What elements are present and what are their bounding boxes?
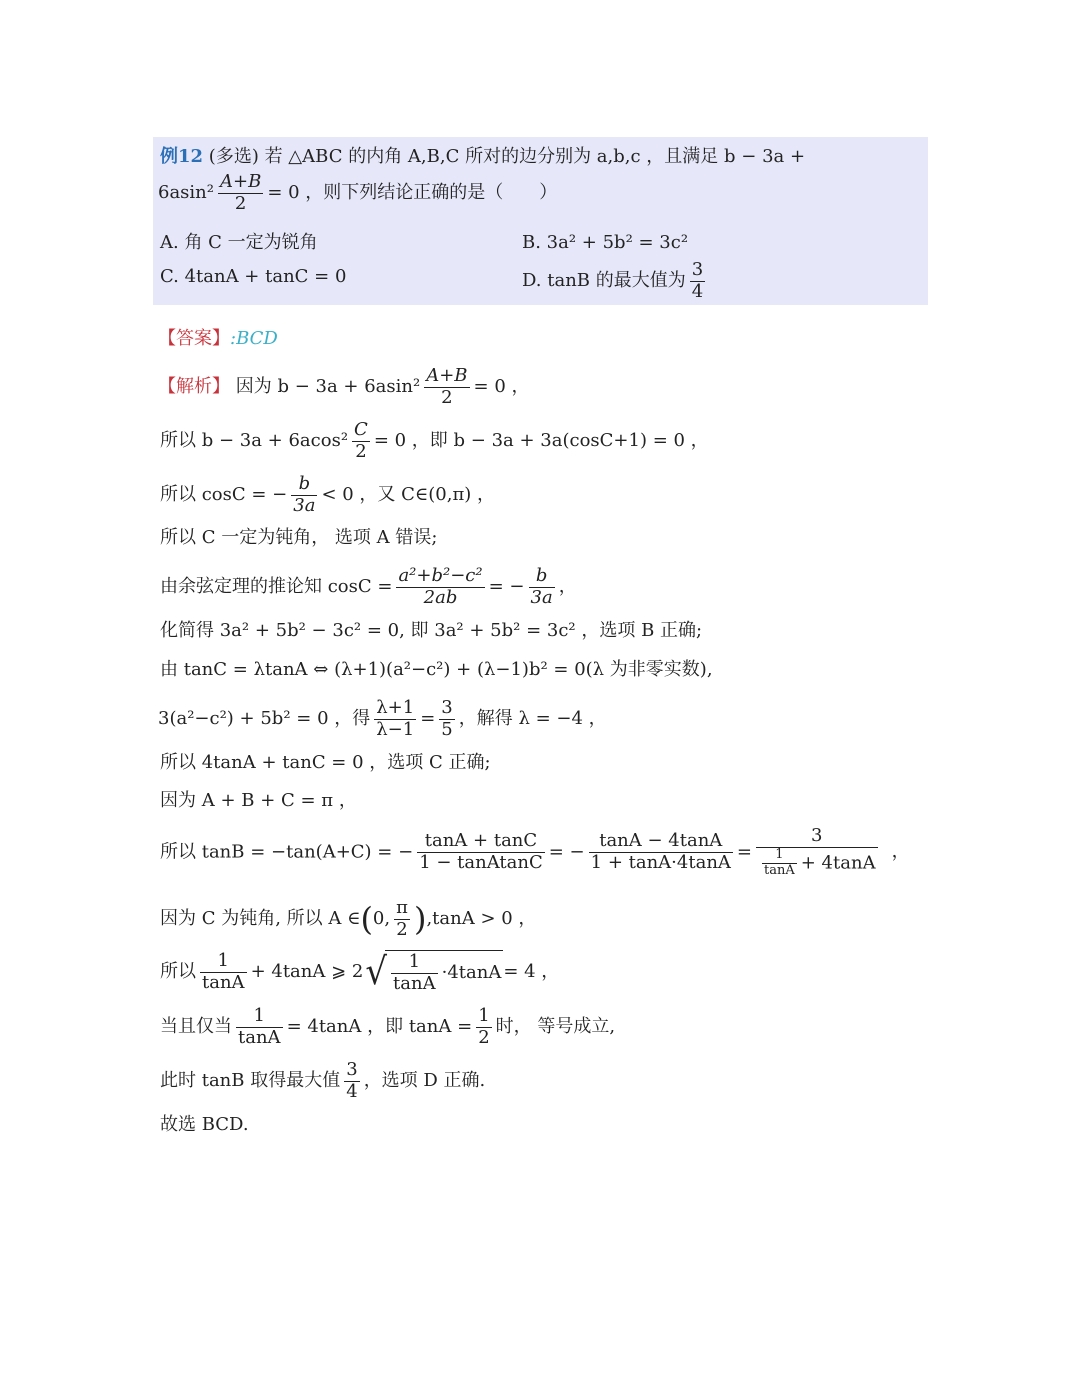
solution-line-4: 所以 C 一定为钝角， 选项 A 错误; bbox=[160, 527, 438, 548]
problem-line-1 bbox=[160, 148, 805, 166]
frac-num: a²+b²−c² bbox=[398, 565, 483, 586]
frac-num: 1 bbox=[200, 951, 247, 973]
frac-num: A+B bbox=[220, 171, 262, 192]
frac-den: 1 + tanA·4tanA bbox=[590, 851, 731, 873]
fraction bbox=[374, 698, 416, 740]
text: = − bbox=[548, 841, 585, 863]
fraction bbox=[529, 566, 555, 608]
frac-num: A+B bbox=[426, 365, 468, 386]
solution-line-13 bbox=[160, 950, 559, 994]
frac-num: π bbox=[396, 897, 408, 918]
frac-den bbox=[756, 848, 878, 879]
solution-line-10: 因为 A + B + C = π ， bbox=[160, 790, 357, 811]
text: ， bbox=[558, 576, 577, 598]
frac-num: 1 bbox=[236, 1006, 283, 1028]
solution-line-5 bbox=[160, 566, 577, 608]
frac-num: 3 bbox=[691, 259, 704, 280]
text: = 0 ，即 b − 3a + 3a(cosC+1) = 0 ， bbox=[373, 430, 709, 452]
radical-sign: √ bbox=[365, 950, 388, 995]
frac-num: 3 bbox=[441, 697, 453, 718]
frac-num: b bbox=[529, 566, 555, 588]
stem-text: 6asin² bbox=[158, 182, 214, 204]
fraction bbox=[344, 1060, 359, 1102]
text: 此时 tanB 取得最大值 bbox=[160, 1070, 341, 1092]
frac-num: λ+1 bbox=[376, 697, 415, 718]
frac-num: tanA − 4tanA bbox=[589, 831, 733, 853]
solution-label: 【解析】 bbox=[158, 376, 230, 398]
stem-fraction bbox=[218, 172, 263, 214]
problem-label: 例12 bbox=[160, 146, 204, 167]
frac-num: 1 bbox=[391, 952, 438, 974]
frac-den: 2 bbox=[478, 1026, 490, 1048]
text: + 4tanA ⩾ 2 bbox=[250, 961, 364, 983]
frac-den: tanA bbox=[764, 862, 795, 878]
text: ·4tanA bbox=[441, 962, 502, 984]
sqrt bbox=[365, 950, 503, 994]
text: ,tanA > 0 ， bbox=[426, 908, 537, 930]
frac-num: tanA + tanC bbox=[417, 831, 545, 853]
fraction bbox=[394, 898, 410, 940]
option-d-fraction bbox=[690, 260, 705, 302]
solution-line-14 bbox=[160, 1006, 615, 1048]
fraction bbox=[589, 831, 733, 873]
frac-den: 4 bbox=[346, 1080, 358, 1102]
frac-den: 5 bbox=[441, 718, 453, 740]
paren-open: ( bbox=[360, 900, 373, 939]
problem-line-2 bbox=[158, 172, 557, 214]
solution-line-9: 所以 4tanA + tanC = 0 ，选项 C 正确; bbox=[160, 752, 491, 773]
text: 所以 bbox=[160, 961, 196, 983]
text: ， bbox=[891, 841, 910, 863]
option-b: B. 3a² + 5b² = 3c² bbox=[522, 232, 689, 253]
option-c: C. 4tanA + tanC = 0 bbox=[160, 266, 347, 287]
text: 当且仅当 bbox=[160, 1016, 232, 1038]
text: = 4tanA ，即 tanA = bbox=[286, 1016, 473, 1038]
solution-line-8 bbox=[158, 698, 607, 740]
solution-line-15 bbox=[160, 1060, 485, 1102]
problem-stem-1: 若 △ABC 的内角 A,B,C 所对的边分别为 a,b,c ，且满足 b − 3a + bbox=[264, 146, 806, 167]
frac-num: 1 bbox=[762, 848, 797, 864]
text: 因为 b − 3a + 6asin² bbox=[235, 376, 421, 398]
solution-line-11 bbox=[160, 826, 910, 879]
text: = bbox=[420, 708, 436, 730]
frac-den: 2 bbox=[441, 386, 453, 408]
frac-num: 3 bbox=[346, 1059, 358, 1080]
fraction bbox=[352, 420, 370, 462]
text: + 4tanA bbox=[800, 852, 876, 874]
text: = bbox=[736, 841, 752, 863]
fraction bbox=[424, 366, 469, 408]
text: < 0 ，又 C∈(0,π) ， bbox=[321, 484, 496, 506]
fraction-nested bbox=[756, 826, 878, 879]
solution-line-16: 故选 BCD. bbox=[160, 1114, 249, 1135]
text: 3(a²−c²) + 5b² = 0 ，得 bbox=[158, 708, 371, 730]
text: 0, bbox=[372, 908, 391, 930]
text: 所以 tanB = −tan(A+C) = − bbox=[160, 841, 414, 863]
text: 所以 cosC = − bbox=[160, 484, 288, 506]
frac-den: 1 − tanAtanC bbox=[419, 851, 543, 873]
text: ，解得 λ = −4 ， bbox=[458, 708, 607, 730]
frac-num: 3 bbox=[756, 826, 878, 848]
frac-den: 2ab bbox=[423, 586, 458, 608]
text: = 4 ， bbox=[503, 961, 560, 983]
frac-num: b bbox=[291, 474, 317, 496]
text: 所以 b − 3a + 6acos² bbox=[160, 430, 349, 452]
text: = 0 ， bbox=[473, 376, 530, 398]
fraction bbox=[396, 566, 484, 608]
fraction bbox=[291, 474, 317, 516]
frac-den: 2 bbox=[355, 440, 367, 462]
frac-den: 2 bbox=[234, 192, 247, 214]
frac-den: 3a bbox=[530, 586, 553, 608]
frac-den: λ−1 bbox=[376, 718, 415, 740]
text: ，选项 D 正确. bbox=[363, 1070, 486, 1092]
stem-text-post: = 0 ，则下列结论正确的是（ ） bbox=[267, 182, 558, 204]
inner-fraction bbox=[762, 848, 797, 879]
frac-den: 4 bbox=[691, 280, 704, 302]
fraction bbox=[417, 831, 545, 873]
fraction bbox=[439, 698, 454, 740]
fraction bbox=[476, 1006, 491, 1048]
frac-den: 3a bbox=[293, 494, 316, 516]
paren-close: ) bbox=[413, 900, 427, 939]
text: = − bbox=[488, 576, 525, 598]
fraction bbox=[200, 951, 247, 993]
text: 时， 等号成立, bbox=[495, 1016, 616, 1038]
answer-label: 【答案】 bbox=[158, 328, 230, 349]
option-d bbox=[522, 260, 709, 302]
frac-num: 1 bbox=[478, 1005, 490, 1026]
text: 因为 C 为钝角, 所以 A ∈ bbox=[160, 908, 361, 930]
radicand bbox=[385, 950, 503, 994]
option-a: A. 角 C 一定为锐角 bbox=[160, 232, 318, 253]
problem-type: (多选) bbox=[208, 146, 259, 167]
text: 由余弦定理的推论知 cosC = bbox=[160, 576, 393, 598]
solution-line-3 bbox=[160, 474, 495, 516]
solution-line-12 bbox=[160, 898, 536, 940]
frac-den: 2 bbox=[396, 918, 408, 940]
solution-line-6: 化简得 3a² + 5b² − 3c² = 0, 即 3a² + 5b² = 3c² ，选项 B 正确; bbox=[160, 620, 703, 641]
fraction bbox=[236, 1006, 283, 1048]
solution-line-2 bbox=[160, 420, 709, 462]
frac-den: tanA bbox=[202, 971, 245, 993]
frac-den: tanA bbox=[393, 972, 436, 994]
option-d-text: D. tanB 的最大值为 bbox=[522, 270, 686, 292]
fraction bbox=[391, 952, 438, 994]
answer-value: :BCD bbox=[230, 328, 278, 349]
solution-line-7: 由 tanC = λtanA ⇔ (λ+1)(a²−c²) + (λ−1)b² = 0(λ 为非零实数), bbox=[160, 659, 713, 680]
frac-num: C bbox=[354, 419, 368, 440]
solution-line-1 bbox=[158, 366, 530, 408]
answer-line bbox=[158, 330, 278, 348]
frac-den: tanA bbox=[238, 1026, 281, 1048]
